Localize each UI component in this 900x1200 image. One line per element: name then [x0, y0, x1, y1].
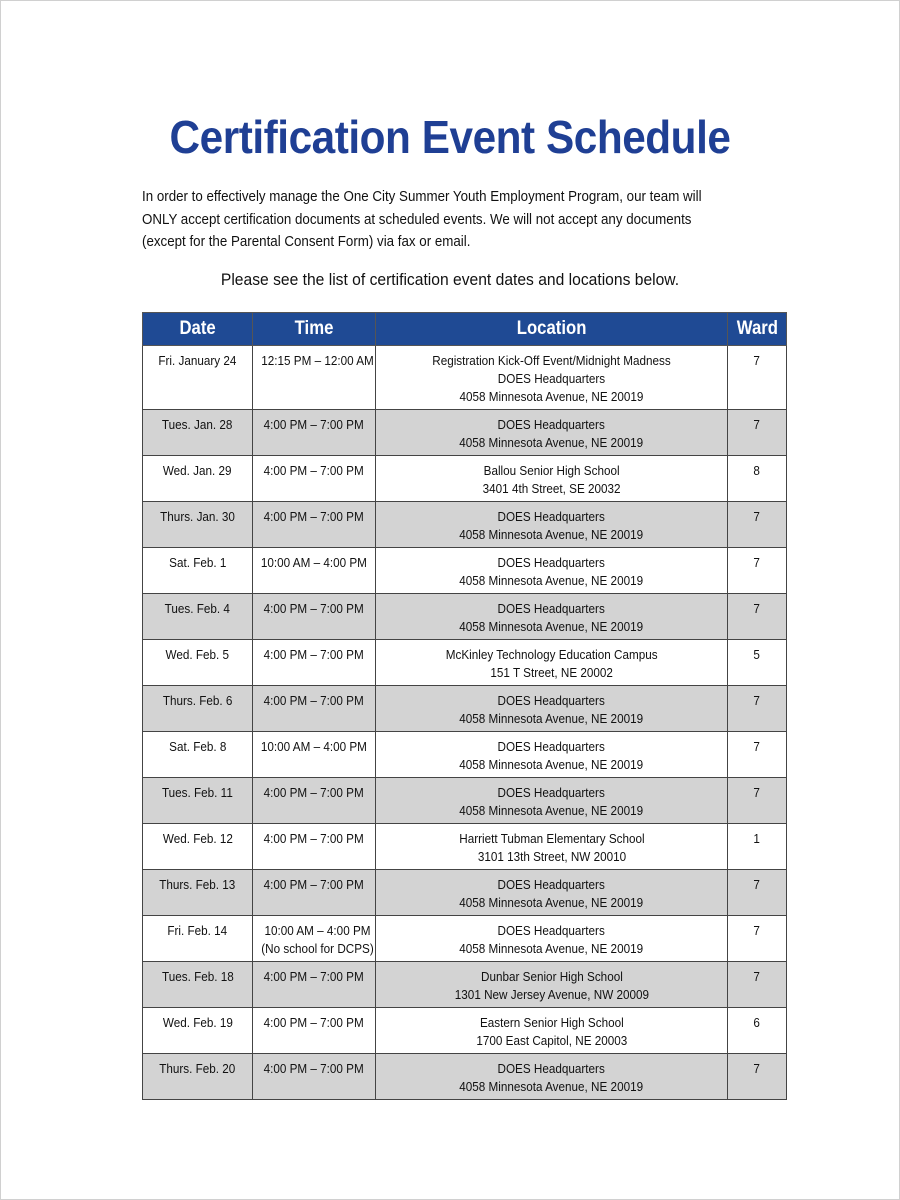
location-cell-line: 1700 East Capitol, NE 20003: [476, 1033, 627, 1048]
ward-cell: 7: [728, 732, 787, 778]
date-cell: Thurs. Feb. 6: [143, 686, 253, 732]
location-cell-line: 3401 4th Street, SE 20032: [482, 481, 621, 496]
ward-cell: 7: [728, 916, 787, 962]
date-cell: Fri. January 24: [143, 346, 253, 410]
time-cell-line: 4:00 PM – 7:00 PM: [263, 417, 365, 432]
header-date: Date: [143, 313, 253, 346]
table-row: [143, 732, 787, 778]
time-cell: [253, 1054, 376, 1100]
table-row: [143, 962, 787, 1008]
date-cell: Tues. Jan. 28: [143, 410, 253, 456]
location-cell-line: 151 T Street, NE 20002: [490, 665, 613, 680]
table-row: [143, 456, 787, 502]
table-row: [143, 870, 787, 916]
location-cell-line: DOES Headquarters: [497, 877, 606, 892]
location-cell-line: 1301 New Jersey Avenue, NW 20009: [454, 987, 649, 1002]
table-row: [143, 824, 787, 870]
ward-cell: 7: [728, 962, 787, 1008]
time-cell-line: 4:00 PM – 7:00 PM: [263, 647, 365, 662]
header-location: Location: [376, 313, 728, 346]
time-cell: [253, 594, 376, 640]
ward-cell: 7: [728, 346, 787, 410]
ward-cell: 5: [728, 640, 787, 686]
ward-cell: 7: [728, 548, 787, 594]
location-cell-line: DOES Headquarters: [497, 555, 606, 570]
location-cell-line: 4058 Minnesota Avenue, NE 20019: [459, 619, 644, 634]
table-row: [143, 640, 787, 686]
date-cell: Tues. Feb. 18: [143, 962, 253, 1008]
location-cell-line: 4058 Minnesota Avenue, NE 20019: [459, 757, 644, 772]
table-row: [143, 410, 787, 456]
time-cell: [253, 962, 376, 1008]
location-cell: [376, 824, 728, 870]
time-cell-line: 4:00 PM – 7:00 PM: [263, 1015, 365, 1030]
time-cell-line: 12:15 PM – 12:00 AM: [261, 353, 374, 368]
time-cell-line: 4:00 PM – 7:00 PM: [263, 877, 365, 892]
ward-cell: 7: [728, 502, 787, 548]
location-cell-line: 4058 Minnesota Avenue, NE 20019: [459, 711, 644, 726]
date-cell: Thurs. Feb. 20: [143, 1054, 253, 1100]
location-cell-line: Registration Kick-Off Event/Midnight Madness: [432, 353, 671, 368]
time-cell-line: 4:00 PM – 7:00 PM: [263, 785, 365, 800]
time-cell-line: 4:00 PM – 7:00 PM: [263, 693, 365, 708]
time-cell-line: 10:00 AM – 4:00 PM: [260, 555, 368, 570]
location-cell-line: DOES Headquarters: [497, 693, 606, 708]
location-cell: [376, 346, 728, 410]
ward-cell: 7: [728, 870, 787, 916]
location-cell: [376, 686, 728, 732]
time-cell: [253, 346, 376, 410]
location-cell-line: 4058 Minnesota Avenue, NE 20019: [459, 573, 644, 588]
time-cell: [253, 456, 376, 502]
location-cell-line: 4058 Minnesota Avenue, NE 20019: [459, 1079, 644, 1094]
table-row: [143, 778, 787, 824]
time-cell-line: 4:00 PM – 7:00 PM: [263, 509, 365, 524]
table-row: [143, 686, 787, 732]
time-cell-line: 4:00 PM – 7:00 PM: [263, 601, 365, 616]
table-row: [143, 346, 787, 410]
ward-cell: 6: [728, 1008, 787, 1054]
location-cell: [376, 548, 728, 594]
location-cell: [376, 410, 728, 456]
location-cell-line: DOES Headquarters: [497, 923, 606, 938]
time-cell: [253, 502, 376, 548]
date-cell: Wed. Feb. 19: [143, 1008, 253, 1054]
location-cell: [376, 962, 728, 1008]
location-cell: [376, 1008, 728, 1054]
time-cell-line: 10:00 AM – 4:00 PM: [264, 923, 371, 938]
header-time: Time: [253, 313, 376, 346]
time-cell: [253, 916, 376, 962]
location-cell-line: 4058 Minnesota Avenue, NE 20019: [459, 803, 644, 818]
time-cell: [253, 824, 376, 870]
location-cell-line: Eastern Senior High School: [479, 1015, 624, 1030]
time-cell-line: 4:00 PM – 7:00 PM: [263, 969, 365, 984]
date-cell: Tues. Feb. 11: [143, 778, 253, 824]
date-cell: Tues. Feb. 4: [143, 594, 253, 640]
location-cell: [376, 640, 728, 686]
time-cell: [253, 640, 376, 686]
location-cell-line: DOES Headquarters: [497, 371, 606, 386]
location-cell-line: 4058 Minnesota Avenue, NE 20019: [459, 895, 644, 910]
table-row: [143, 594, 787, 640]
ward-cell: 1: [728, 824, 787, 870]
intro-paragraph: In order to effectively manage the One City Summer Youth Employment Program, our team will ONLY accept certification documents at scheduled events. We will not accept any documents (except for the Parental Consent Form) via fax or email.: [142, 189, 702, 250]
time-cell: [253, 732, 376, 778]
table-row: [143, 502, 787, 548]
date-cell: Wed. Feb. 12: [143, 824, 253, 870]
location-cell: [376, 916, 728, 962]
date-cell: Wed. Feb. 5: [143, 640, 253, 686]
time-cell: [253, 548, 376, 594]
time-cell-line: 4:00 PM – 7:00 PM: [263, 463, 365, 478]
time-cell-line: 4:00 PM – 7:00 PM: [263, 1061, 365, 1076]
table-caption: Please see the list of certification event dates and locations below.: [220, 270, 680, 289]
ward-cell: 7: [728, 1054, 787, 1100]
location-cell-line: DOES Headquarters: [497, 739, 606, 754]
location-cell: [376, 732, 728, 778]
date-cell: Sat. Feb. 8: [143, 732, 253, 778]
header-ward: Ward: [728, 313, 787, 346]
date-cell: Sat. Feb. 1: [143, 548, 253, 594]
location-cell-line: DOES Headquarters: [497, 417, 606, 432]
schedule-body: [143, 346, 787, 1100]
ward-cell: 8: [728, 456, 787, 502]
table-row: [143, 1008, 787, 1054]
table-row: [143, 1054, 787, 1100]
ward-cell: 7: [728, 778, 787, 824]
table-row: [143, 548, 787, 594]
date-cell: Thurs. Feb. 13: [143, 870, 253, 916]
location-cell: [376, 502, 728, 548]
date-cell: Fri. Feb. 14: [143, 916, 253, 962]
location-cell-line: 4058 Minnesota Avenue, NE 20019: [459, 435, 644, 450]
table-row: [143, 916, 787, 962]
location-cell: [376, 594, 728, 640]
location-cell: [376, 778, 728, 824]
location-cell-line: Ballou Senior High School: [483, 463, 620, 478]
date-cell: Thurs. Jan. 30: [143, 502, 253, 548]
date-cell: Wed. Jan. 29: [143, 456, 253, 502]
table-header-row: [143, 313, 787, 346]
location-cell-line: DOES Headquarters: [497, 785, 606, 800]
location-cell-line: DOES Headquarters: [497, 1061, 606, 1076]
time-cell-line: 4:00 PM – 7:00 PM: [263, 831, 365, 846]
time-cell: [253, 1008, 376, 1054]
time-cell: [253, 870, 376, 916]
time-cell: [253, 778, 376, 824]
location-cell: [376, 1054, 728, 1100]
location-cell-line: McKinley Technology Education Campus: [445, 647, 658, 662]
location-cell-line: DOES Headquarters: [497, 601, 606, 616]
location-cell-line: 3101 13th Street, NW 20010: [477, 849, 626, 864]
location-cell-line: 4058 Minnesota Avenue, NE 20019: [459, 527, 644, 542]
ward-cell: 7: [728, 594, 787, 640]
location-cell-line: DOES Headquarters: [497, 509, 606, 524]
schedule-table: [142, 312, 787, 1100]
location-cell-line: Dunbar Senior High School: [480, 969, 623, 984]
time-cell: [253, 686, 376, 732]
location-cell-line: Harriett Tubman Elementary School: [458, 831, 645, 846]
location-cell-line: 4058 Minnesota Avenue, NE 20019: [459, 941, 644, 956]
time-cell-line: 10:00 AM – 4:00 PM: [260, 739, 368, 754]
location-cell: [376, 456, 728, 502]
location-cell-line: 4058 Minnesota Avenue, NE 20019: [459, 389, 644, 404]
time-cell: [253, 410, 376, 456]
ward-cell: 7: [728, 410, 787, 456]
page-title: Certification Event Schedule: [169, 111, 731, 163]
location-cell: [376, 870, 728, 916]
time-cell-line: (No school for DCPS): [261, 941, 374, 956]
ward-cell: 7: [728, 686, 787, 732]
